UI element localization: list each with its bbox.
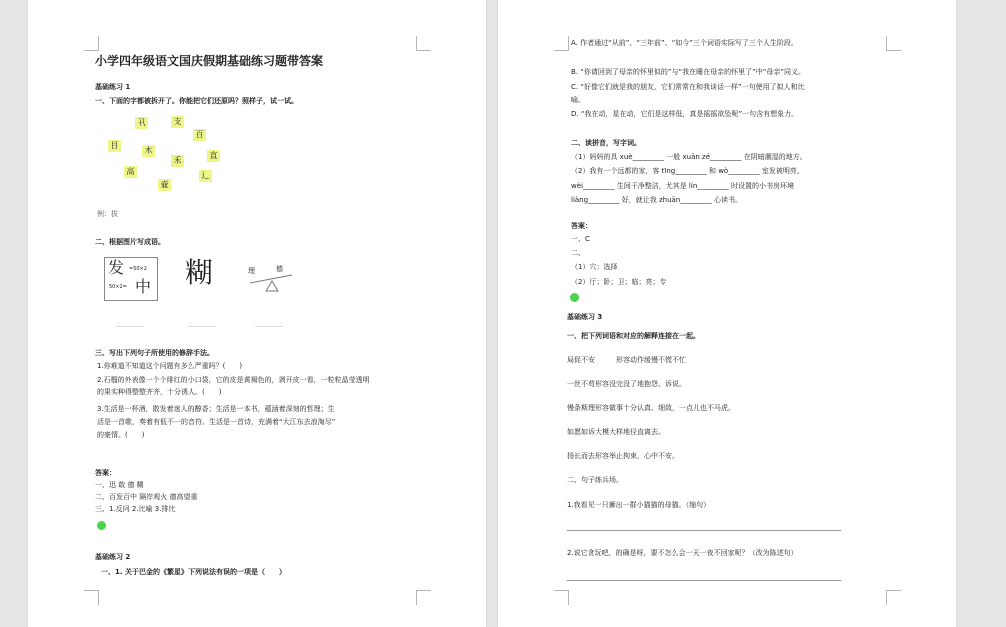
green-dot-marker bbox=[570, 293, 579, 302]
idiom-picture-1 bbox=[104, 257, 158, 301]
char-tile: 辶 bbox=[199, 170, 212, 182]
crop-mark bbox=[416, 590, 431, 605]
seesaw-icon bbox=[248, 263, 296, 297]
crop-mark bbox=[886, 590, 901, 605]
example-text: 例：拔 bbox=[97, 210, 118, 218]
char-tile: 直 bbox=[207, 150, 220, 162]
question-text: 活是一首歌，奏着有低不一的音符。生活是一首诗，充满着“大江东去浪淘尽” bbox=[97, 418, 336, 426]
answer-text: 二、百发百中 隔岸观火 德高望重 bbox=[95, 493, 198, 501]
char-tile: 目 bbox=[108, 140, 121, 152]
answer-line bbox=[188, 326, 216, 327]
question-text: 2.石榴的外表像一个个绯红的小口袋，它的皮是黄褐色的，剥开皮一看，一粒粒晶莹透明 bbox=[97, 376, 370, 384]
question-heading: 二、句子练兵场。 bbox=[567, 476, 623, 484]
question-text: liàng_________ 好，就让我 zhuān_________ 心读书。 bbox=[571, 196, 743, 204]
option-c-cont: 喻。 bbox=[571, 96, 585, 104]
question-heading: 一、下面的字都被拆开了。你能把它们还原吗？照样子，试一试。 bbox=[95, 97, 298, 105]
matching-item: 一丝不苟形容没完没了地抱怨、诉说。 bbox=[567, 380, 686, 388]
picture-text: 50×2= bbox=[109, 284, 127, 290]
char-tile: 百 bbox=[193, 129, 206, 141]
answer-label: 答案： bbox=[571, 222, 592, 230]
question-heading: 一、1. 关于巴金的《繁星》下列说法有误的一项是（ ） bbox=[101, 568, 286, 576]
question-text: 1.你难道不知道这个问题有多么严重吗？( ) bbox=[97, 362, 243, 370]
picture-char: 中 bbox=[135, 277, 152, 296]
answer-text: 二、 bbox=[571, 249, 585, 257]
option-a: A. 作者通过“从前”、“三年前”、“如今”三个词语实际写了三个人生阶段。 bbox=[571, 39, 798, 47]
char-tile: 禾 bbox=[171, 155, 184, 167]
sentence-exercise: 1.我看见一只狮出一群小猫猫的母猫。（缩句） bbox=[567, 501, 711, 509]
section-heading: 基础练习 2 bbox=[95, 553, 131, 561]
document-page-right bbox=[498, 0, 956, 627]
picture-text: 德 bbox=[276, 265, 283, 273]
matching-item: 如愿如诉大模大样地径直离去。 bbox=[567, 428, 665, 436]
matching-item: 扬长而去形容举止拘束，心中不安。 bbox=[567, 452, 679, 460]
answer-text: 一、迅 敢 德 糊 bbox=[95, 481, 144, 489]
option-c: C. “好像它们就是我的朋友，它们常常在和我谈话一样”一句使用了拟人和比 bbox=[571, 83, 805, 91]
answer-line bbox=[255, 326, 283, 327]
crop-mark bbox=[416, 36, 431, 51]
answer-line bbox=[567, 580, 841, 581]
green-dot-marker bbox=[97, 521, 106, 530]
question-text: wèi_________ 生间干净整洁，尤其是 lín_________ 时设置的小书房环境 bbox=[571, 182, 794, 190]
matching-item: 慢条斯理形容做事十分认真、细致，一点儿也不马虎。 bbox=[567, 404, 735, 412]
char-tile: 卂 bbox=[135, 117, 148, 129]
picture-char: 发 bbox=[108, 258, 125, 277]
question-text: 3.生活是一杯酒，散发着迷人的醇香；生活是一本书，蕴涵着深刻的哲理；生 bbox=[97, 405, 335, 413]
crop-mark bbox=[84, 590, 99, 605]
answer-line bbox=[116, 326, 144, 327]
question-text: 的果实种得整整齐齐，十分诱人。( ) bbox=[97, 388, 222, 396]
question-text: 的豪情。( ) bbox=[97, 431, 145, 439]
answer-text: 三、1.反问 2.比喻 3.排比 bbox=[95, 505, 176, 513]
char-tile: 支 bbox=[171, 116, 184, 128]
answer-text: （1）穴：选择 bbox=[571, 263, 618, 271]
idiom-picture-3 bbox=[248, 263, 296, 297]
option-d: D. “我在动，星在动，它们是这样低，真是摇摇欲坠呢”一句含有想象力。 bbox=[571, 110, 799, 118]
crop-mark bbox=[84, 36, 99, 51]
crop-mark bbox=[554, 590, 569, 605]
question-text: （2）我有一个远都的家，客 tīng_________ 和 wò_________ 室发被明亮， bbox=[571, 167, 804, 175]
answer-label: 答案： bbox=[95, 469, 116, 477]
char-tile: 高 bbox=[124, 166, 137, 178]
matching-item: 局促不安 形容动作缓慢不慌不忙 bbox=[567, 356, 686, 364]
question-heading: 二、根据图片写成语。 bbox=[95, 238, 165, 246]
question-heading: 三、写出下列句子所使用的修辞手法。 bbox=[95, 349, 214, 357]
crop-mark bbox=[554, 36, 569, 51]
option-b: B. “你请回到了母亲的怀里似的”与“我在睡在母亲的怀里了”中“母亲”同义。 bbox=[571, 68, 806, 76]
answer-line bbox=[567, 530, 841, 531]
char-tile: 木 bbox=[142, 145, 155, 157]
section-heading: 基础练习 1 bbox=[95, 83, 131, 91]
picture-text: =50×2 bbox=[129, 266, 147, 272]
section-heading: 基础练习 3 bbox=[567, 313, 603, 321]
document-title: 小学四年级语文国庆假期基础练习题带答案 bbox=[95, 54, 324, 68]
document-page-left bbox=[28, 0, 486, 627]
question-heading: 一、把下列词语和对应的解释连接在一起。 bbox=[567, 332, 700, 340]
idiom-picture-2: 糊 bbox=[185, 256, 214, 289]
char-tile: 壷 bbox=[158, 179, 171, 191]
answer-text: （2）厅；卧；卫；临；亮；专 bbox=[571, 278, 667, 286]
picture-text: 理 bbox=[248, 267, 255, 275]
answer-text: 一、C bbox=[571, 235, 590, 243]
sentence-exercise: 2.说它贪玩吧，的确是呀，要不怎么会一天一夜不回家呢？（改为陈述句） bbox=[567, 549, 798, 557]
question-heading: 二、读拼音，写字词。 bbox=[571, 139, 641, 147]
question-text: （1）妈妈的具 xuè_________ 一般 xuān zé_________ 在阴暗潮湿的地方。 bbox=[571, 153, 807, 161]
crop-mark bbox=[886, 36, 901, 51]
